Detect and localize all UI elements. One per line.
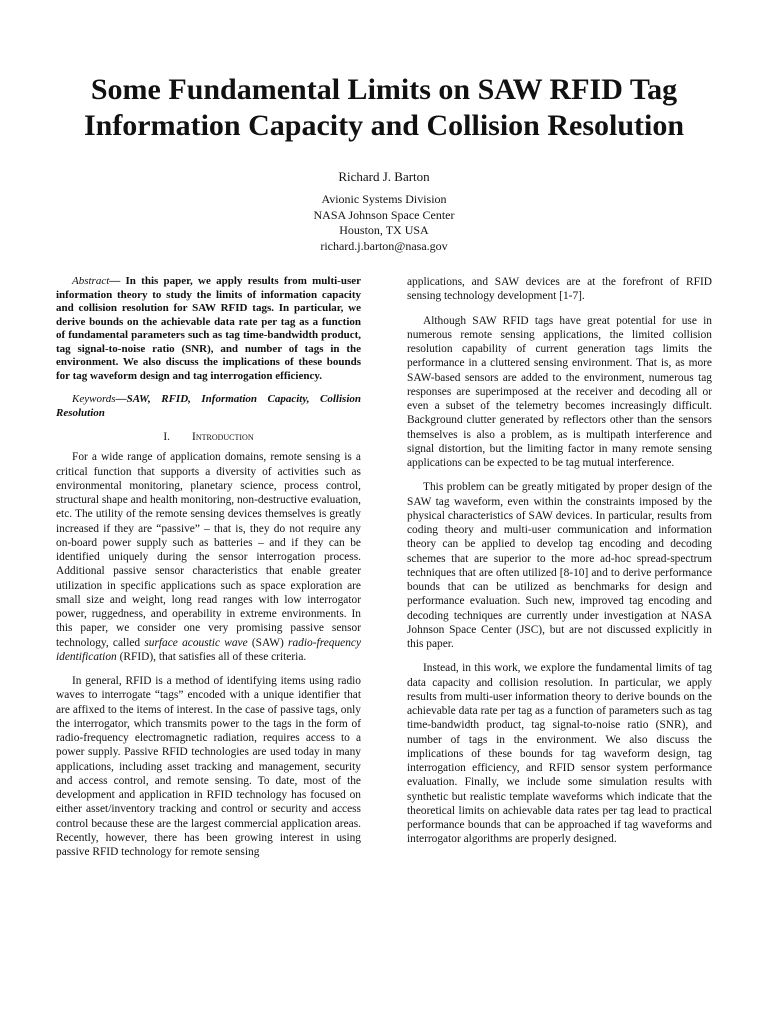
section-heading-introduction [56,430,361,444]
intro-p1-emphasis-saw: surface acoustic wave [144,636,248,649]
abstract-lead: Abstract [72,275,110,287]
intro-paragraph-5: Instead, in this work, we explore the fundamental limits of tag data capacity and collision resolution. In particular, we apply results from multi-user information theory to derive bounds on the achievable data rate per tag as a function of parameters such as tag time-bandwidth product, tag signal-to-noise ratio (SNR), and number of tags in the environment. We also discuss the implications of these bounds for tag waveform design, tag interrogation efficiency, and RFID sensor system performance evaluation. Finally, we include some simulation results with synthetic but realistic template waveforms which indicate that the theoretical limits on achievable data rates per tag lead to practical performance bounds that can be approached if tag waveforms and interrogator algorithms are properly designed. [407,662,712,846]
right-column [407,275,712,857]
intro-p1-part-a: For a wide range of application domains, remote sensing is a critical function that supports a diversity of activities such as environmental monitoring, planetary science, process control, structural shape and health monitoring, non-destructive evaluation, etc. The utility of the remote sensing devices themselves is greatly increased if they are “passive” – that is, they do not require any on-board power supply such as batteries – and if they can be identified uniquely during the sensor interrogation process. Additional passive sensor characteristics that enable greater utilization in specific applications such as space exploration are small size and weight, long read ranges with low interrogator power, ruggedness, and operability in extreme environments. In this paper, we consider one very promising passive sensor technology, called [56,451,361,649]
abstract-dash: — [109,275,126,287]
intro-p1-part-c: (RFID), that satisfies all of these criteria. [116,650,307,663]
intro-paragraph-1 [56,450,361,664]
author-name: Richard J. Barton [338,169,430,184]
left-column [56,275,361,869]
section-number: I. [163,431,171,443]
keywords [56,393,361,420]
author-block [184,168,584,254]
intro-paragraph-2: In general, RFID is a method of identifying items using radio waves to interrogate “tags” encoded with a unique identifier that are affixed to the items of interest. In the case of passive tags, only the interrogator, which transmits power to the tags in the form of radio-frequency electromagnetic radiation, requires access to a power supply. Passive RFID technologies are used today in many applications, including asset tracking and management, security and access control, and remote sensing. To date, most of the development and application in RFID technology has focused on either asset/inventory tracking and control or security and access control because these are the largest commercial application areas. Recently, however, there has been growing interest in using passive RFID technology for remote sensing [56,675,361,858]
author-center: NASA Johnson Space Center [313,207,455,222]
abstract-text: In this paper, we apply results from multi-user information theory to study the limits of information capacity and collision resolution for SAW RFID tags. In particular, we derive bounds on the achievable data rate per tag as a function of fundamental parameters such as tag time-bandwidth product, tag signal-to-noise ratio (SNR), and number of tags in the environment. We also discuss the implications of these bounds for tag waveform design and tag interrogation efficiency. [56,275,361,382]
author-division: Avionic Systems Division [321,192,447,206]
keywords-lead: Keywords [72,393,116,405]
intro-paragraph-4: This problem can be greatly mitigated by proper design of the SAW tag waveform, even within the constraints imposed by the physical characteristics of SAW devices. In particular, results from coding theory and multi-user communication and information theory can be applied to develop tag encoding and decoding schemes that are superior to the more ad-hoc spread-spectrum techniques that are often utilized [8-10] and to derive performance bounds that can be utilized as benchmarks for design and performance evaluation. Such new, improved tag encoding and decoding techniques are currently under investigation at NASA Johnson Space Center (JSC), but are not discussed explicitly in this paper. [407,481,712,650]
intro-p1-emphasis-rfid: radio-frequency identification [56,636,362,663]
title-line-1: Some Fundamental Limits on SAW RFID Tag [90,73,678,106]
title-line-2: Information Capacity and Collision Resolution [83,109,685,142]
keywords-text: —SAW, RFID, Information Capacity, Collision Resolution [56,393,361,419]
intro-paragraph-3: Although SAW RFID tags have great potential for use in numerous remote sensing applications, the limited collision resolution capability of current generation tags limits the performance in a cluttered sensing environment. That is, as more SAW-based sensors are added to the environment, numerous tag responses are superimposed at the receiver and decoding all or even a subset of the telemetry becomes increasingly difficult. Background clutter generated by reflectors other than the sensors themselves is also a problem, as is multipath interference and signal distortion, but the limiting factor in many remote sensing applications can be expected to be tag mutual interference. [407,314,712,469]
abstract [56,275,361,383]
author-location: Houston, TX USA [339,223,429,237]
section-title: Introduction [192,431,254,443]
author-email: richard.j.barton@nasa.gov [320,238,448,253]
intro-paragraph-continued: applications, and SAW devices are at the forefront of RFID sensing technology development [1-7]. [407,276,712,303]
paper-title [40,72,728,144]
intro-p1-part-b: (SAW) [247,636,289,649]
